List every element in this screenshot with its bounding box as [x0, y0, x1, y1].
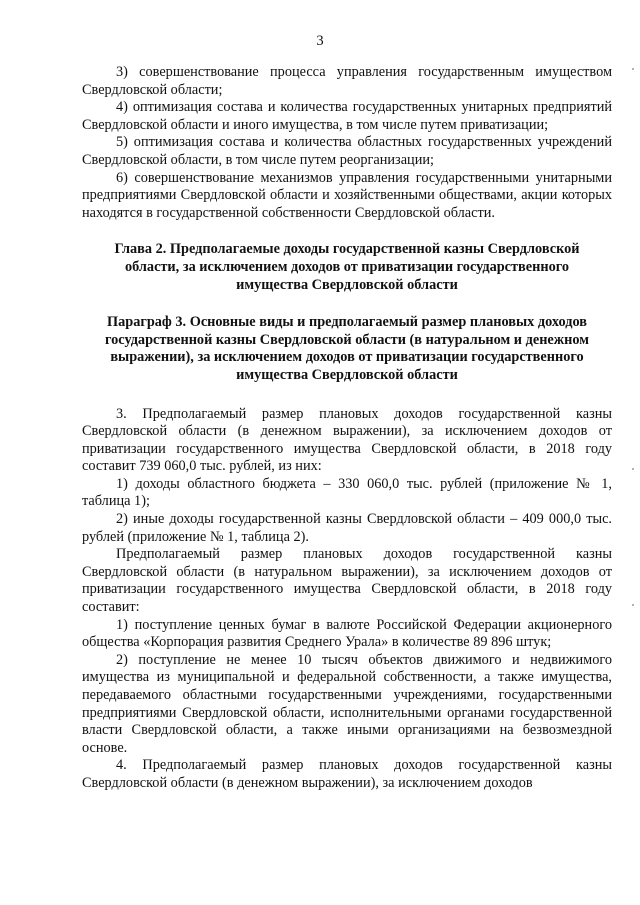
- section-3-item-1: 1) доходы областного бюджета – 330 060,0 тыс. рублей (приложение № 1, таблица 1);: [82, 475, 612, 510]
- list-item: 3) совершенствование процесса управления государственным имуществом Свердловской области;: [82, 64, 612, 98]
- page-number: 3: [316, 33, 324, 49]
- paragraph-heading: Параграф 3. Основные виды и предполагаемый размер плановых доходов государственной казны Свердловской области (в натуральном и денежном выражении), за исключением доходов от приватизации государственного имущества Свердловской области: [105, 314, 589, 383]
- section-4-intro: 4. Предполагаемый размер плановых доходов государственной казны Свердловской области (в денежном выражении), за исключением доходов: [82, 757, 612, 791]
- natural-intro: Предполагаемый размер плановых доходов государственной казны Свердловской области (в натуральном выражении), за исключением доходов от приватизации государственного имущества Свердловской области, в 2018 году составит:: [82, 546, 612, 616]
- chapter-heading: Глава 2. Предполагаемые доходы государственной казны Свердловской области, за исключением доходов от приватизации государственного имущества Свердловской области: [114, 241, 580, 293]
- list-item: 4) оптимизация состава и количества государственных унитарных предприятий Свердловской области и иного имущества, в том числе путем приватизации;: [82, 99, 612, 133]
- document-body: [82, 64, 612, 793]
- list-item: 6) совершенствование механизмов управления государственными унитарными предприятиями Свердловской области и хозяйственными обществами, акции которых находятся в государственной собственности Свердловской области.: [82, 169, 612, 221]
- section-3-item-2: 2) иные доходы государственной казны Свердловской области – 409 000,0 тыс. рублей (приложение № 1, таблица 2).: [82, 511, 612, 545]
- natural-item-2: 2) поступление не менее 10 тысяч объектов движимого и недвижимого имущества из муниципальной и федеральной собственности, а также имущества, передаваемого областными государственными учреждениями, государственными предприятиями Свердловской области, исполнительными органами государственной власти Свердловской области, а также иными организациями на безвозмездной основе.: [82, 651, 612, 756]
- margin-mark: [632, 468, 634, 470]
- natural-item-1: 1) поступление ценных бумаг в валюте Российской Федерации акционерного общества «Корпорация развития Среднего Урала» в количестве 89 896 штук;: [82, 616, 612, 651]
- section-3-intro: 3. Предполагаемый размер плановых доходов государственной казны Свердловской области (в денежном выражении), за исключением доходов от приватизации государственного имущества Свердловской области, в 2018 году составит 739 060,0 тыс. рублей, из них:: [82, 405, 612, 475]
- margin-mark: [632, 68, 634, 70]
- list-item: 5) оптимизация состава и количества областных государственных учреждений Свердловской области, в том числе путем реорганизации;: [82, 134, 612, 168]
- margin-mark: [632, 604, 634, 606]
